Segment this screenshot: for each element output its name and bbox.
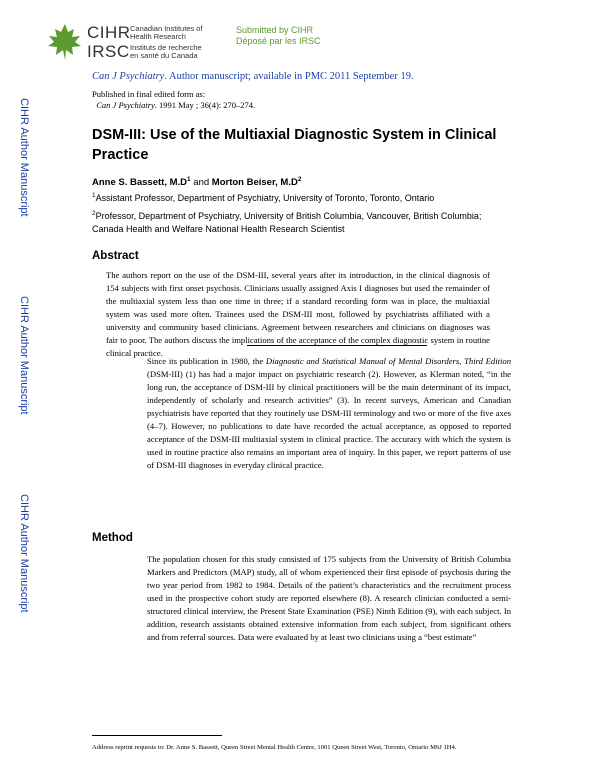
irsc-acronym: IRSC <box>87 42 130 61</box>
abstract-heading: Abstract <box>92 250 139 262</box>
submitted-by: Submitted by CIHR Déposé par les IRSC <box>236 25 321 46</box>
abstract-text: The authors report on the use of the DSM-III, several years after its introduction, in the clinical diagnosis of 154 subjects with first onset psychosis. Clinicians usually assigned Axis I diagnoses but used the remainder of the multiaxial system less than one time in three; if a standard recording form was in place, the multiaxial system was used more often. Trainees used the DSM-III most, followed by psychiatrists affiliated with a university and community based clinicians. Agreement between researchers and clinicians on diagnoses was fair to poor. The authors discuss the implications of the acceptance of the complex diagnostic system in routine clinical practice. <box>106 270 490 358</box>
sidebar-label-3: CIHR Author Manuscript <box>18 494 30 613</box>
cihr-logo <box>47 22 247 68</box>
footnote-divider <box>92 735 222 736</box>
journal-availability-line: Can J Psychiatry. Author manuscript; available in PMC 2011 September 19. <box>92 71 414 82</box>
page-title: DSM-III: Use of the Multiaxial Diagnostic System in Clinical Practice <box>92 127 497 163</box>
org-name-fr: Instituts de recherche en santé du Canada <box>130 43 202 60</box>
sidebar-label-1: CIHR Author Manuscript <box>18 98 30 217</box>
affiliation-2: $^2$Professor, Department of Psychiatry, University of British Columbia, Vancouver, British Columbia; Canada Health and Welfare National Health Research Scientist <box>92 210 482 234</box>
section-divider <box>247 345 427 346</box>
cihr-acronym: CIHR <box>87 23 131 42</box>
footnote: Address reprint requests to: Dr. Anne S. Bassett, Queen Street Mental Health Centre, 1001 Queen Street West, Toronto, Ontario M6J 1H4. <box>92 744 457 751</box>
authors: Anne S. Bassett, $M.D^1$ and Morton Beiser, $M.D^2$ <box>92 175 302 188</box>
org-name-en: Canadian Institutes of Health Research <box>130 24 203 41</box>
method-paragraph: The population chosen for this study consisted of 175 subjects from the University of British Columbia Markers and Predictors (MAP) study, all of whom experienced their first episode of psychosis during the two year period from 1982 to 1984. Details of the patient’s characteristics and the recruitment process used in the prospective cohort study are reported elsewhere (8). A research clinician conducted a semi-structured clinical interview, the Present State Examination (PSE) Ninth Edition (9), with each subject. In addition, research assistants obtained extensive information from each subject, from significant others and from referral sources. Data were evaluated by at least two clinicians using a “best estimate” <box>147 554 511 642</box>
sidebar-label-2: CIHR Author Manuscript <box>18 296 30 415</box>
maple-leaf-icon <box>47 22 83 62</box>
affiliation-1: $^1$Assistant Professor, Department of Psychiatry, University of Toronto, Toronto, Ontario <box>92 192 435 203</box>
published-in-line: Published in final edited form as: Can J Psychiatry. 1991 May ; 36(4): 270–274. <box>92 89 256 110</box>
method-heading: Method <box>92 532 133 544</box>
intro-paragraph: Since its publication in 1980, the Diagnostic and Statistical Manual of Mental Disorders, Third Edition (DSM-III) (1) has had a major impact on psychiatric research (2). However, as Klerman noted, “in the long run, the acceptance of DSM-III by clinical practitioners will be the main determinant of its impact, independently of scholarly and research activities” (3). In recent surveys, American and Canadian psychiatrists have reported that they routinely use DSM-III terminology and two or more of the five axes (4–7). However, no publications to date have recorded the actual acceptance, as opposed to reported acceptance of the DSM-III multiaxial system in clinical practice. The accuracy with which the system is used in routine practice also remains an important area of inquiry. In this paper, we report patterns of use of DSM-III diagnoses in everyday clinical practice. <box>147 356 511 470</box>
